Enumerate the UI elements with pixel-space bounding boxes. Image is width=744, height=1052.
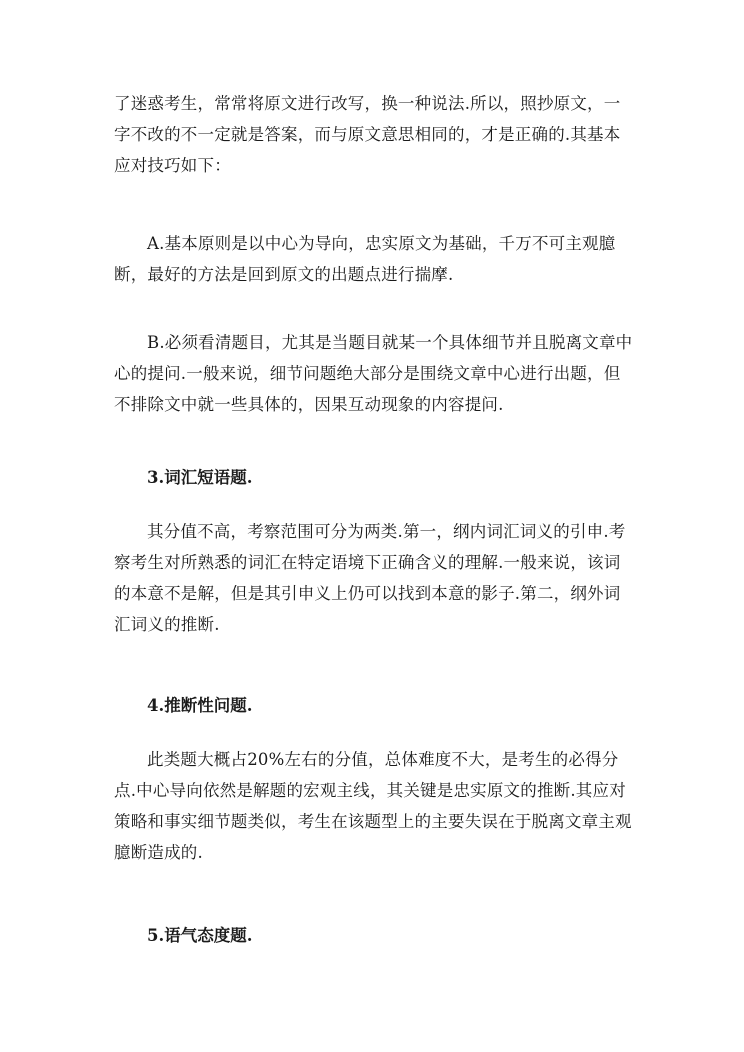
section-heading-5: 5.语气态度题. [147,926,253,945]
section-heading-4: 4.推断性问题. [147,696,253,715]
paragraph-point-a: A.基本原则是以中心为导向，忠实原文为基础，千万不可主观臆断，最好的方法是回到原文的出题点进行揣摩. [114,234,616,284]
paragraph-vocabulary: 其分值不高，考察范围可分为两类.第一，纲内词汇词义的引申.考察考生对所熟悉的词汇在特定语境下正确含义的理解.一般来说，该词的本意不是解，但是其引申义上仍可以找到本意的影子.第二，纲外词汇词义的推断. [114,522,626,634]
section-heading-3: 3.词汇短语题. [147,468,253,487]
paragraph-intro: 了迷惑考生，常常将原文进行改写，换一种说法.所以，照抄原文，一字不改的不一定就是答案，而与原文意思相同的，才是正确的.其基本应对技巧如下： [114,94,621,175]
paragraph-point-b: B.必须看清题目，尤其是当题目就某一个具体细节并且脱离文章中心的提问.一般来说，细节问题绝大部分是围绕文章中心进行出题，但不排除文中就一些具体的，因果互动现象的内容提问. [114,333,633,414]
paragraph-inference: 此类题大概占20%左右的分值，总体难度不大，是考生的必得分点.中心导向依然是解题的宏观主线，其关键是忠实原文的推断.其应对策略和事实细节题类似，考生在该题型上的主要失误在于脱离文章主观臆断造成的. [114,750,632,862]
